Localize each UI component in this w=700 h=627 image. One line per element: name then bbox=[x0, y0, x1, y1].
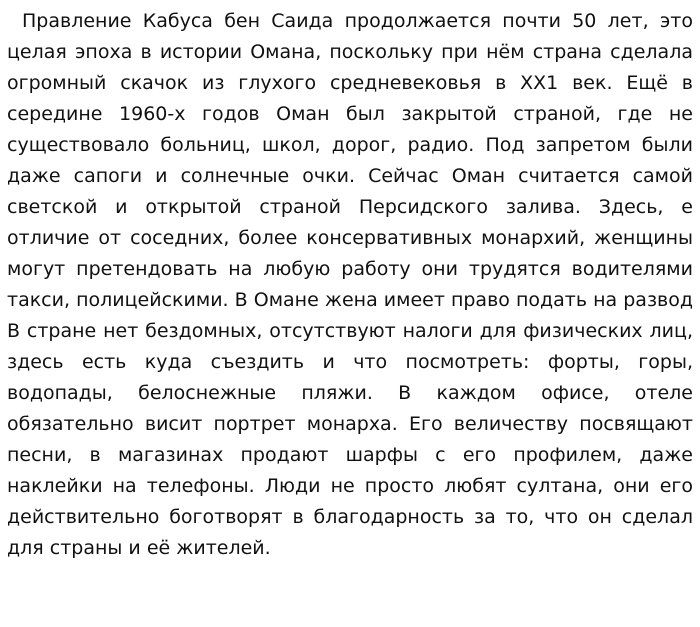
document-page bbox=[7, 6, 693, 621]
body-paragraph: Правление Кабуса бен Саида продолжается почти 50 лет, это целая эпоха в истории Омана, поскольку при нём страна сделала огромный скачок из глухого средневековья в ХХ1 век. Ещё в середине 1960-х годов Оман был закрытой страной, где не существовало больниц, школ, дорог, радио. Под запретом были даже сапоги и солнечные очки. Сейчас Оман считается самой светской и открытой страной Персидского залива. Здесь, е отличие от соседних, более консервативных монархий, женщины могут претендовать на любую работу они трудятся водителями такси, полицейскими. В Омане жена имеет право подать на развод В стране нет бездомных, отсутствуют налоги для физических лиц, здесь есть куда съездить и что посмотреть: форты, горы, водопады, белоснежные пляжи. В каждом офисе, отеле обязательно висит портрет монарха. Его величеству посвящают песни, в магазинах продают шарфы с его профилем, даже наклейки на телефоны. Люди не просто любят султана, они его действительно боготворят в благодарность за то, что он сделал для страны и её жителей. bbox=[7, 10, 693, 559]
